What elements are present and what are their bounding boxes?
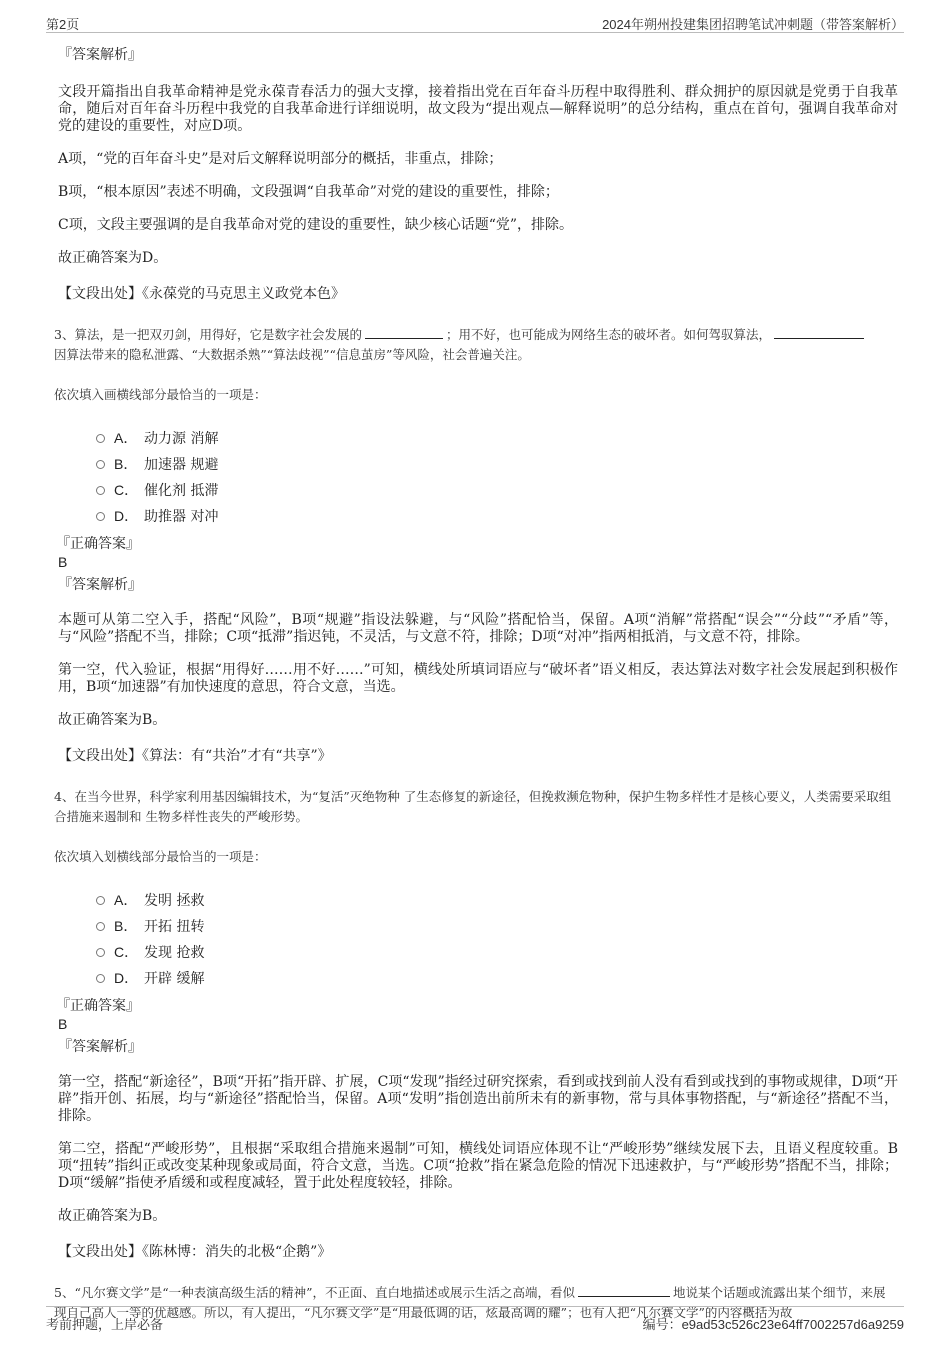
q3-correct-answer: B — [58, 554, 68, 570]
option-a[interactable]: A． 发明 拯救 — [96, 887, 898, 913]
option-c[interactable]: C． 发现 抢救 — [96, 939, 898, 965]
blank-line — [774, 326, 864, 339]
q4-analysis-label: 『答案解析』 — [58, 1039, 142, 1055]
page-content — [56, 44, 898, 1343]
radio-icon[interactable] — [96, 922, 105, 931]
radio-icon[interactable] — [96, 460, 105, 469]
q2-analysis-para: 文段开篇指出自我革命精神是党永葆青春活力的强大支撑，接着指出党在百年奋斗历程中取得胜利、群众拥护的原因就是党勇于自我革命，随后对百年奋斗历程中我党的自我革命进行详细说明，故文段为“提出观点—解释说明”的总分结构，重点在首句，强调自我革命对党的建设的重要性，对应D项。 — [58, 84, 898, 134]
q4-analysis-para: 第二空，搭配“严峻形势”，且根据“采取组合措施来遏制”可知，横线处词语应体现不让“严峻形势”继续发展下去，且语义程度较重。B项“扭转”指纠正或改变某种现象或局面，符合文意，当选。C项“抢救”指在紧急危险的情况下迅速救护，与“严峻形势”搭配不当，排除；D项“缓解”指使矛盾缓和或程度减轻，置于此处程度较轻，排除。 — [58, 1141, 898, 1191]
q2-conclusion: 故正确答案为D。 — [58, 250, 168, 266]
page-number: 第2页 — [46, 17, 80, 32]
q2-analysis-para: B项，“根本原因”表述不明确，文段强调“自我革命”对党的建设的重要性，排除； — [58, 184, 559, 200]
q4-prompt: 依次填入划横线部分最恰当的一项是： — [54, 849, 267, 864]
q4-conclusion: 故正确答案为B。 — [58, 1208, 167, 1224]
q5-stem: 5、“凡尔赛文学”是“一种表演高级生活的精神”，不正面、直白地描述或展示生活之高端，看似 地说某个话题或流露出某个细节，来展现自己高人一等的优越感。所以，有人提出，“凡尔赛文学”是“用最低调的话，炫最高调的耀”；也有人把“凡尔赛文学”的内容概括为故 — [54, 1285, 886, 1320]
radio-icon[interactable] — [96, 974, 105, 983]
q2-analysis-para: A项，“党的百年奋斗史”是对后文解释说明部分的概括，非重点，排除； — [58, 151, 503, 167]
q4-correct-answer: B — [58, 1016, 68, 1032]
q2-analysis-para: C项，文段主要强调的是自我革命对党的建设的重要性，缺少核心话题“党”，排除。 — [58, 217, 574, 233]
radio-icon[interactable] — [96, 896, 105, 905]
radio-icon[interactable] — [96, 486, 105, 495]
page-header — [46, 10, 904, 33]
q3-stem: 3、算法，是一把双刃剑，用得好，它是数字社会发展的 ；用不好，也可能成为网络生态的破坏者。如何驾驭算法， 因算法带来的隐私泄露、“大数据杀熟”“算法歧视”“信息茧房”等风险，社会普遍关注。 — [54, 325, 898, 365]
option-d[interactable]: D． 开辟 缓解 — [96, 965, 898, 991]
radio-icon[interactable] — [96, 512, 105, 521]
radio-icon[interactable] — [96, 948, 105, 957]
option-a[interactable]: A． 动力源 消解 — [96, 425, 898, 451]
document-code: 编号：e9ad53c526c23e64ff7002257d6a9259 — [642, 1317, 904, 1332]
q4-analysis-para: 第一空，搭配“新途径”，B项“开拓”指开辟、扩展，C项“发现”指经过研究探索，看到或找到前人没有看到或找到的事物或规律，D项“开辟”指开创、拓展，均与“新途径”搭配恰当，保留。A项“发明”指创造出前所未有的新事物，常与具体事物搭配，与“新途径”搭配不当，排除。 — [58, 1074, 898, 1124]
option-c[interactable]: C． 催化剂 抵滞 — [96, 477, 898, 503]
blank-line — [365, 326, 443, 339]
document-title: 2024年朔州投建集团招聘笔试冲刺题（带答案解析） — [602, 17, 904, 32]
q2-source: 【文段出处】《永葆党的马克思主义政党本色》 — [58, 286, 345, 302]
q3-analysis-para: 本题可从第二空入手，搭配“风险”，B项“规避”指设法躲避，与“风险”搭配恰当，保留。A项“消解”常搭配“误会”“分歧”“矛盾”等，与“风险”搭配不当，排除；C项“抵滞”指迟钝，不灵活，与文意不符，排除；D项“对冲”指两相抵消，与文意不符，排除。 — [58, 612, 898, 645]
option-b[interactable]: B． 加速器 规避 — [96, 451, 898, 477]
q2-analysis-label: 『答案解析』 — [58, 47, 142, 63]
q3-analysis-para: 第一空，代入验证，根据“用得好……用不好……”可知，横线处所填词语应与“破坏者”语义相反，表达算法对数字社会发展起到积极作用，B项“加速器”有加快速度的意思，符合文意，当选。 — [58, 662, 898, 695]
option-b[interactable]: B． 开拓 扭转 — [96, 913, 898, 939]
q4-options — [96, 887, 898, 991]
page-footer — [46, 1306, 904, 1337]
q3-conclusion: 故正确答案为B。 — [58, 712, 167, 728]
q4-correct-label: 『正确答案』 — [56, 998, 140, 1014]
blank-line — [578, 1284, 670, 1297]
q3-options — [96, 425, 898, 529]
footer-slogan: 考前押题，上岸必备 — [46, 1317, 164, 1332]
q3-analysis-label: 『答案解析』 — [58, 577, 142, 593]
q4-source: 【文段出处】《陈林博：消失的北极“企鹅”》 — [58, 1244, 332, 1260]
q3-source: 【文段出处】《算法：有“共治”才有“共享”》 — [58, 748, 332, 764]
q3-prompt: 依次填入画横线部分最恰当的一项是： — [54, 387, 267, 402]
option-d[interactable]: D． 助推器 对冲 — [96, 503, 898, 529]
radio-icon[interactable] — [96, 434, 105, 443]
q4-stem: 4、在当今世界，科学家利用基因编辑技术，为“复活”灭绝物种 了生态修复的新途径，但挽救濒危物种，保护生物多样性才是核心要义，人类需要采取组合措施来遏制和 生物多样性丧失的严峻形势。 — [54, 789, 892, 824]
q3-correct-label: 『正确答案』 — [56, 536, 140, 552]
